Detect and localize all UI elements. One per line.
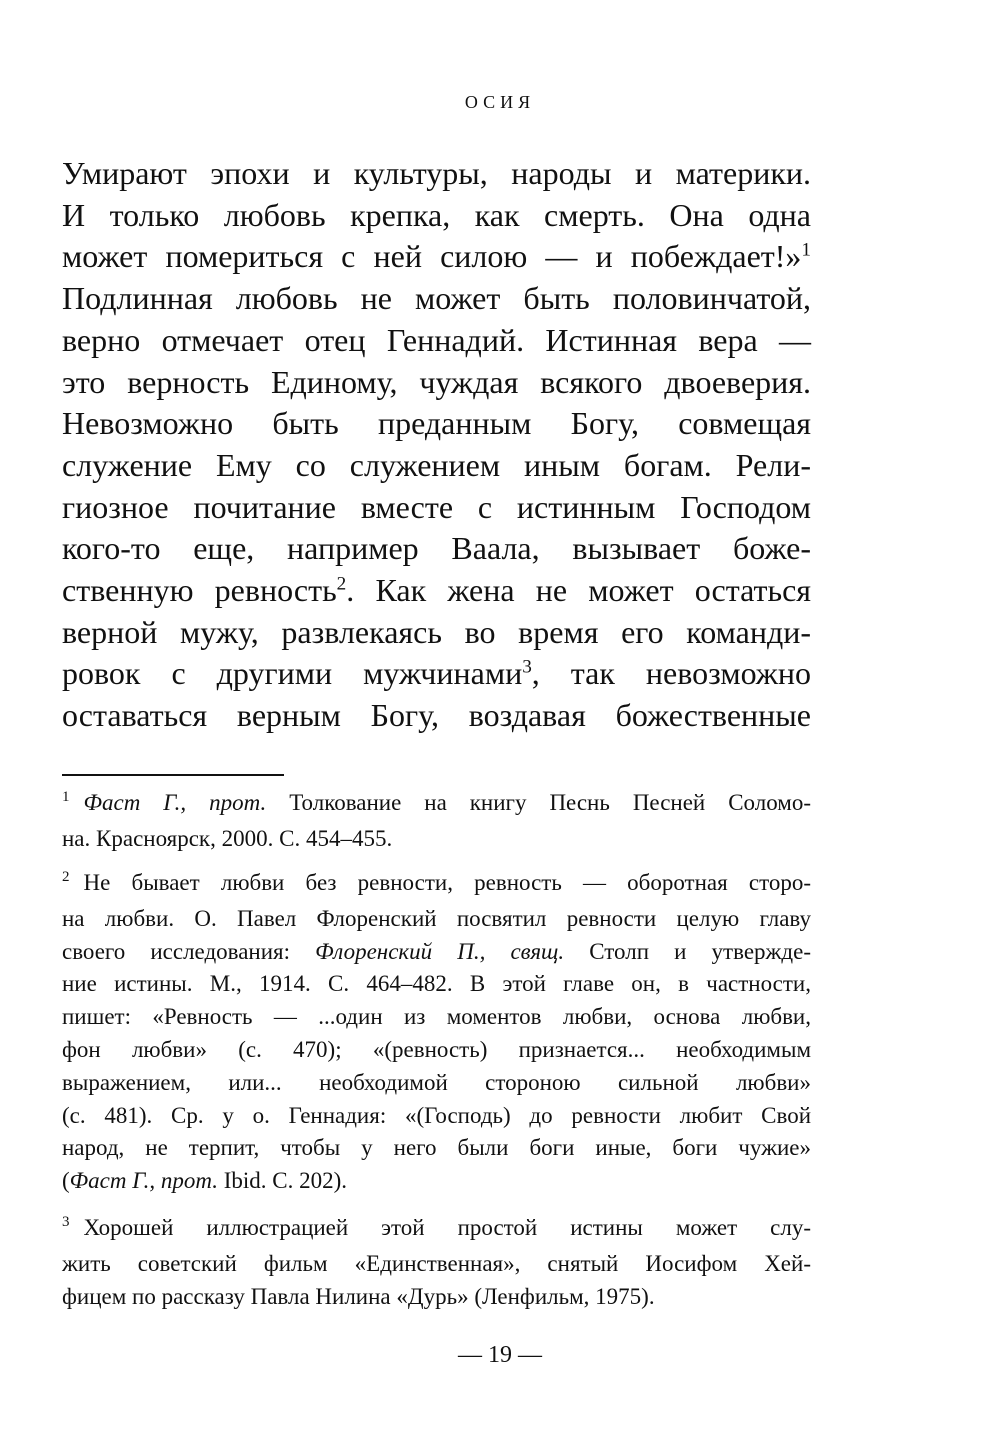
- footnote-number: 3: [62, 1214, 70, 1230]
- footnote-ref-2[interactable]: 2: [336, 573, 347, 595]
- text-line: Подлинная любовь не может быть половинчатой,: [62, 280, 811, 317]
- footnote-ref-1[interactable]: 1: [801, 239, 811, 261]
- footnote-line: (с. 481). Ср. у о. Геннадия: «(Господь) до ревности любит Свой: [62, 1102, 811, 1128]
- text-line: это верность Единому, чуждая всякого двоеверия.: [62, 363, 811, 400]
- text-line: Умирают эпохи и культуры, народы и материки.: [62, 155, 811, 191]
- footnote-line: (Фаст Г., прот. Ibid. С. 202).: [62, 1168, 348, 1194]
- footnote-line: пишет: «Ревность — ...один из моментов любви, основа любви,: [62, 1004, 811, 1030]
- footnote-line: фицем по рассказу Павла Нилина «Дурь» (Ленфильм, 1975).: [62, 1283, 655, 1309]
- text-line: ственную ревность$^2$. Как жена не может остаться: [62, 572, 811, 609]
- footnote-author: Фаст Г., прот.: [69, 1168, 218, 1194]
- page-number: — 19 —: [458, 1342, 542, 1368]
- footnote-1: [62, 787, 811, 856]
- text-line: верно отмечает отец Геннадий. Истинная вера —: [62, 321, 811, 358]
- footnote-line: выражением, или... необходимой стороною сильной любви»: [62, 1069, 811, 1095]
- text-line: И только любовь крепка, как смерть. Она одна: [62, 196, 811, 233]
- footnote-line: $^3$ Хорошей иллюстрацией этой простой истины может слу-: [62, 1214, 811, 1240]
- footnote-line: $^2$ Не бывает любви без ревности, ревность — оборотная сторо-: [62, 869, 811, 895]
- footnote-divider: [62, 774, 284, 776]
- footnote-number: 2: [62, 869, 70, 885]
- footnote-author: Фаст Г., прот.: [83, 790, 267, 815]
- footnote-ref-3[interactable]: 3: [522, 656, 532, 678]
- text-line: служение Ему со служением иным богам. Рели-: [62, 446, 811, 483]
- text-line: Невозможно быть преданным Богу, совмещая: [62, 405, 811, 442]
- text-line: оставаться верным Богу, воздавая божественные: [62, 697, 811, 734]
- running-head: ОСИЯ: [464, 92, 536, 112]
- footnote-line: фон любви» (с. 470); «(ревность) признается... необходимым: [62, 1036, 811, 1062]
- text-line: гиозное почитание вместе с истинным Господом: [62, 488, 811, 525]
- footnote-number: 1: [62, 789, 70, 805]
- footnote-line: $^1$ Фаст Г., прот. Толкование на книгу Песнь Песней Соломо-: [62, 789, 811, 815]
- main-text: [62, 153, 811, 737]
- footnote-line: своего исследования: Флоренский П., свящ. Столп и утвержде-: [62, 938, 811, 964]
- text-line: верной мужу, развлекаясь во время его команди-: [62, 613, 811, 650]
- text-line: ровок с другими мужчинами$^3$, так невозможно: [62, 655, 811, 692]
- footnote-2: [62, 867, 811, 1198]
- text-line: может помериться с ней силою — и побеждает!»$^1$: [62, 238, 811, 275]
- footnote-line: на. Красноярск, 2000. С. 454–455.: [62, 825, 393, 851]
- footnote-author: Флоренский П., свящ.: [315, 938, 565, 964]
- footnote-3: [62, 1212, 811, 1313]
- footnote-line: ние истины. М., 1914. С. 464–482. В этой главе он, в частности,: [62, 971, 811, 997]
- footnote-line: жить советский фильм «Единственная», снятый Иосифом Хей-: [62, 1250, 811, 1276]
- text-line: кого-то еще, например Ваала, вызывает боже-: [62, 530, 811, 567]
- footnote-line: народ, не терпит, чтобы у него были боги иные, боги чужие»: [62, 1135, 811, 1161]
- footnote-line: на любви. О. Павел Флоренский посвятил ревности целую главу: [62, 905, 811, 931]
